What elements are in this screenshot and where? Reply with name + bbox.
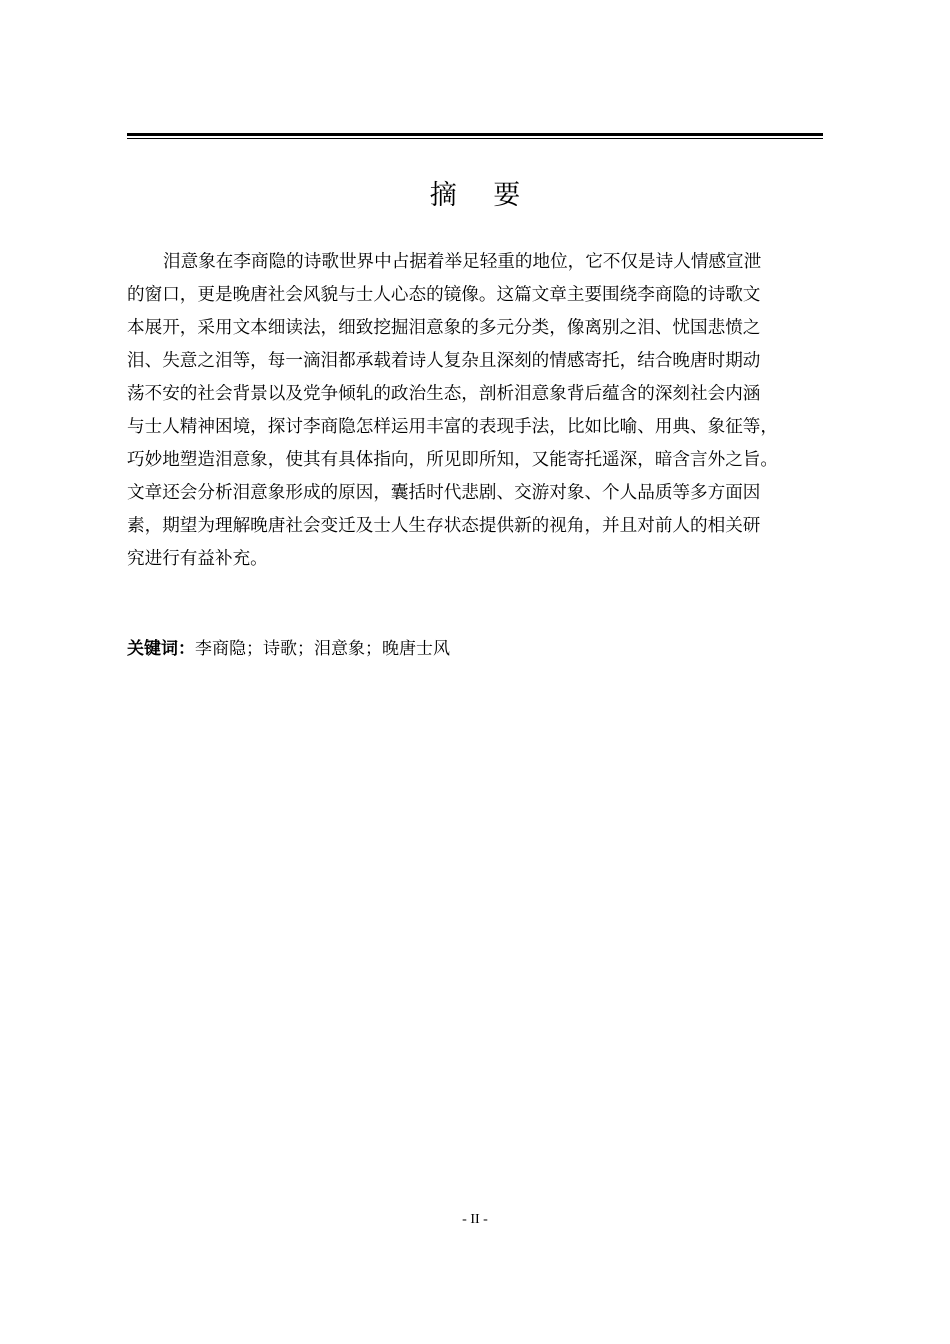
abstract-line: 文章还会分析泪意象形成的原因，囊括时代悲剧、交游对象、个人品质等多方面因 xyxy=(127,483,761,503)
abstract-body xyxy=(127,246,829,576)
abstract-line: 与士人精神困境，探讨李商隐怎样运用丰富的表现手法，比如比喻、用典、象征等， xyxy=(127,417,778,437)
abstract-title: 摘 要 xyxy=(429,180,535,211)
abstract-line: 荡不安的社会背景以及党争倾轧的政治生态，剖析泪意象背后蕴含的深刻社会内涵 xyxy=(127,384,761,404)
abstract-line: 素，期望为理解晚唐社会变迁及士人生存状态提供新的视角，并且对前人的相关研 xyxy=(127,516,761,536)
keywords-value: 李商隐；诗歌；泪意象；晚唐士风 xyxy=(195,639,450,659)
abstract-line: 本展开，采用文本细读法，细致挖掘泪意象的多元分类，像离别之泪、忧国悲愤之 xyxy=(127,318,761,338)
abstract-line: 究进行有益补充。 xyxy=(127,549,268,569)
abstract-line: 泪意象在李商隐的诗歌世界中占据着举足轻重的地位，它不仅是诗人情感宣泄 xyxy=(163,252,762,272)
abstract-line: 的窗口，更是晚唐社会风貌与士人心态的镜像。这篇文章主要围绕李商隐的诗歌文 xyxy=(127,285,761,305)
abstract-line: 巧妙地塑造泪意象，使其有具体指向，所见即所知，又能寄托遥深，暗含言外之旨。 xyxy=(127,450,778,470)
keywords xyxy=(127,636,450,662)
page-number: - II - xyxy=(462,1212,488,1227)
header-rule-thin xyxy=(127,138,823,139)
header-rule-thick xyxy=(127,133,823,136)
keywords-label: 关键词： xyxy=(127,639,195,659)
abstract-line: 泪、失意之泪等，每一滴泪都承载着诗人复杂且深刻的情感寄托，结合晚唐时期动 xyxy=(127,351,761,371)
